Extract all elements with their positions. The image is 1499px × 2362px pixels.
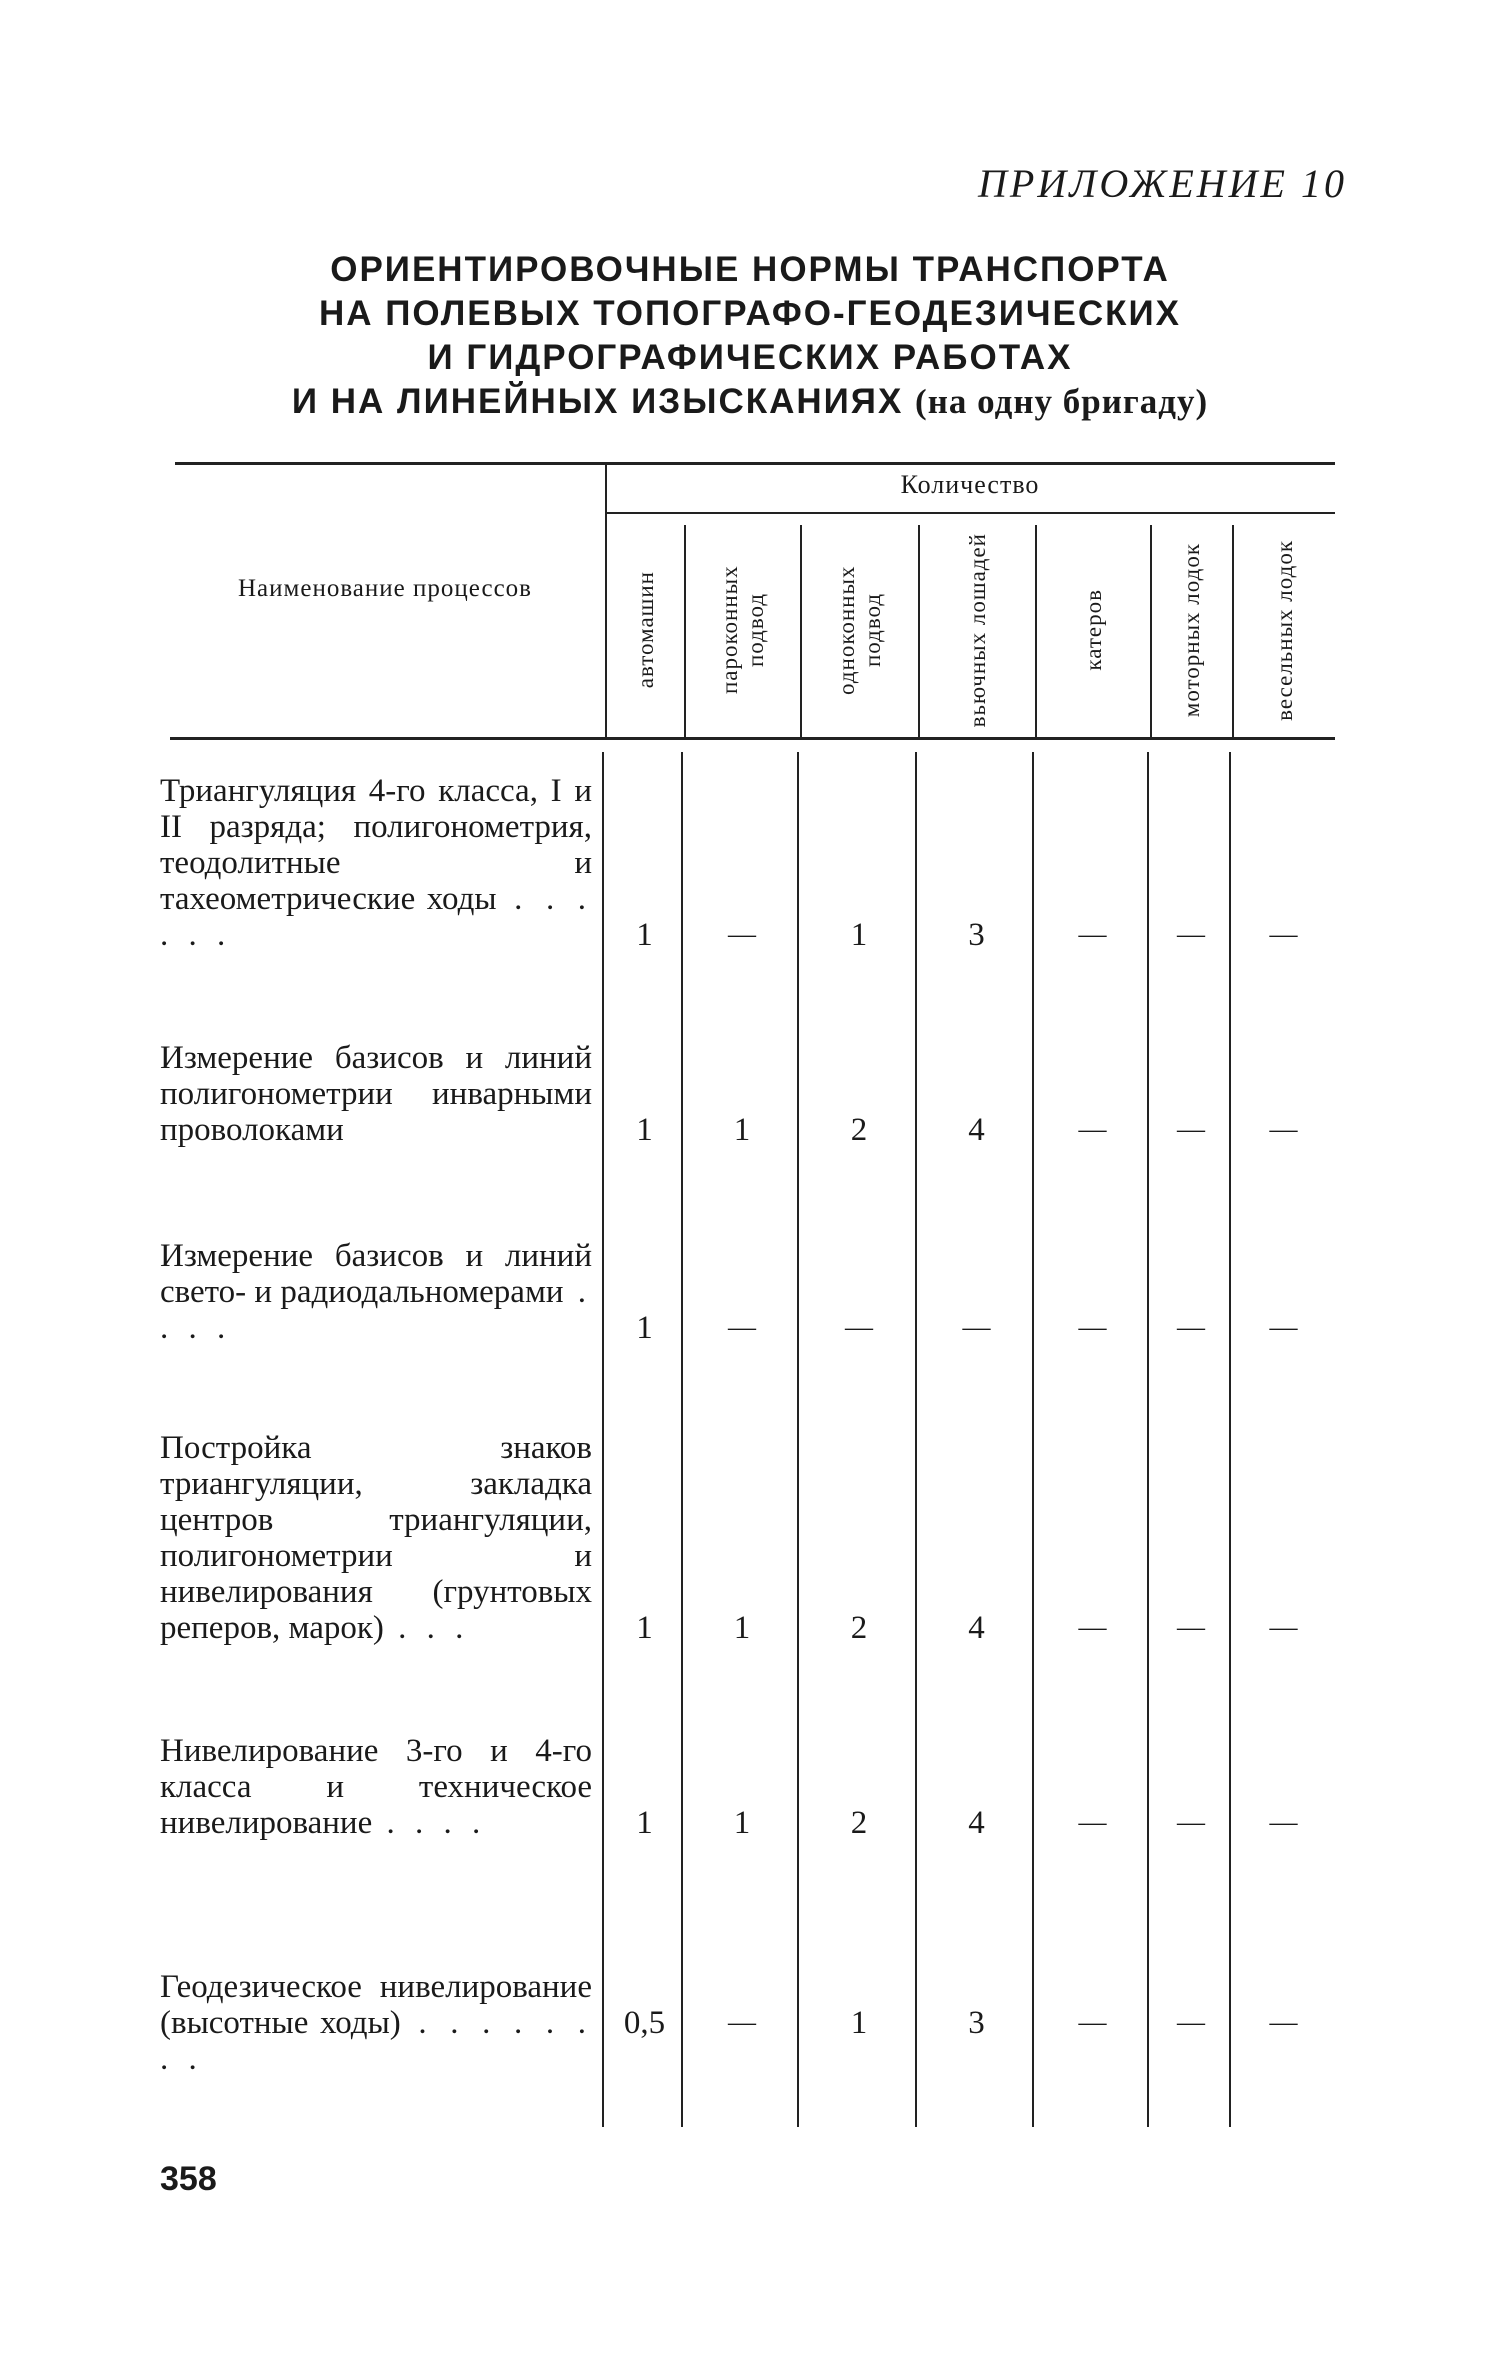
appendix-label: ПРИЛОЖЕНИЕ 10 xyxy=(978,161,1347,206)
table-cell: — xyxy=(962,1312,991,1343)
table-cell: 1 xyxy=(733,1112,751,1148)
column-divider xyxy=(797,752,799,2127)
table-cell: — xyxy=(1177,1114,1205,1145)
leader-dots: . . . . . . . . xyxy=(160,2005,592,2077)
table-cell: 2 xyxy=(850,1112,868,1148)
column-header xyxy=(802,525,918,735)
column-header-label: весельных лодок xyxy=(1271,539,1297,721)
table-cell: 1 xyxy=(636,1112,653,1148)
page-number: 358 xyxy=(160,2160,217,2198)
table-cell: — xyxy=(1269,2007,1298,2038)
column-header xyxy=(1152,525,1232,735)
table-cell: — xyxy=(845,1312,873,1343)
table-cell: 0,5 xyxy=(623,2005,666,2041)
table-cell: — xyxy=(1078,1114,1107,1145)
table-cell: — xyxy=(1078,919,1107,950)
process-name-text: Измерение базисов и линий свето- и радиодальномерами xyxy=(160,1238,592,1310)
table-cell: — xyxy=(1177,1807,1205,1838)
process-name xyxy=(160,773,592,953)
column-header xyxy=(607,525,684,735)
name-column-header: Наименование процессов xyxy=(238,575,532,602)
column-divider xyxy=(681,752,683,2127)
process-name-text: Нивелирование 3-го и 4-го класса и техническое нивелирование xyxy=(160,1733,592,1841)
column-header xyxy=(1037,525,1150,735)
table-cell: 3 xyxy=(968,917,985,953)
table-cell: — xyxy=(728,919,756,950)
column-header-label: моторных лодок xyxy=(1179,542,1204,718)
table-cell: — xyxy=(1078,1612,1107,1643)
table-cell: — xyxy=(1269,1807,1298,1838)
page-title xyxy=(150,248,1350,424)
column-divider xyxy=(1147,752,1149,2127)
table-cell: — xyxy=(1269,1114,1298,1145)
column-header-label: вьючных лошадей xyxy=(964,532,990,728)
process-name xyxy=(160,1238,592,1346)
column-header-label: автомашин xyxy=(632,571,658,689)
leader-dots: . . . xyxy=(383,1610,470,1646)
column-divider xyxy=(1032,752,1034,2127)
table-cell: — xyxy=(1078,1807,1107,1838)
table-cell: — xyxy=(1177,1612,1205,1643)
column-header xyxy=(920,525,1035,735)
column-header xyxy=(1234,525,1335,735)
table-cell: 1 xyxy=(636,917,653,953)
column-header-label: катеров xyxy=(1080,589,1106,671)
table-cell: 1 xyxy=(733,1610,751,1646)
process-name-text: Постройка знаков триангуляции, закладка центров триангуляции, полигонометрии и нивелирования (грунтовых реперов, марок) xyxy=(160,1430,592,1646)
table-cell: — xyxy=(1177,919,1205,950)
table-cell: 1 xyxy=(636,1805,653,1841)
process-name xyxy=(160,1969,592,2077)
table-top-rule xyxy=(175,462,1335,465)
table-cell: 4 xyxy=(968,1112,985,1148)
table-cell: — xyxy=(728,1312,756,1343)
table-cell: — xyxy=(1177,2007,1205,2038)
table-cell: 2 xyxy=(850,1610,868,1646)
leader-dots: . . . . xyxy=(160,1274,592,1346)
process-name-text: Геодезическое нивелирование (высотные ходы) xyxy=(160,1969,592,2041)
table-cell: — xyxy=(1078,2007,1107,2038)
process-name xyxy=(160,1430,592,1646)
table-cell: — xyxy=(1269,1312,1298,1343)
title-line: ОРИЕНТИРОВОЧНЫЕ НОРМЫ ТРАНСПОРТА xyxy=(330,250,1170,289)
table-cell: 3 xyxy=(968,2005,985,2041)
header-bottom-rule xyxy=(170,737,1335,740)
process-name-text: Измерение базисов и линий полигонометрии инварными проволоками xyxy=(160,1040,592,1148)
column-divider xyxy=(602,752,604,2127)
quantity-group-header: Количество xyxy=(900,470,1040,499)
title-line: НА ПОЛЕВЫХ ТОПОГРАФО-ГЕОДЕЗИЧЕСКИХ xyxy=(318,294,1182,333)
title-note: (на одну бригаду) xyxy=(915,382,1209,421)
leader-dots: . . . . . . xyxy=(160,881,592,953)
table-cell: 1 xyxy=(850,917,868,953)
table-cell: — xyxy=(1078,1312,1107,1343)
process-name-text: Триангуляция 4-го класса, I и II разряда; полигонометрия, теодолитные и тахеометрические ходы xyxy=(160,773,592,917)
column-divider xyxy=(915,752,917,2127)
table-cell: 1 xyxy=(636,1610,653,1646)
process-name xyxy=(160,1733,592,1841)
table-cell: 1 xyxy=(636,1310,653,1346)
table-cell: 4 xyxy=(968,1610,985,1646)
table-cell: — xyxy=(1177,1312,1205,1343)
table-cell: 1 xyxy=(850,2005,868,2041)
table-cell: — xyxy=(1269,919,1298,950)
table-cell: — xyxy=(728,2007,756,2038)
column-header-label: пароконных подвод xyxy=(717,565,768,695)
title-line-last xyxy=(150,380,1350,424)
table-cell: — xyxy=(1269,1612,1298,1643)
process-name xyxy=(160,1040,592,1148)
table-cell: 1 xyxy=(733,1805,751,1841)
table-cell: 4 xyxy=(968,1805,985,1841)
column-divider xyxy=(1229,752,1231,2127)
leader-dots: . . . . xyxy=(372,1805,487,1841)
table-cell: 2 xyxy=(850,1805,868,1841)
title-line: И ГИДРОГРАФИЧЕСКИХ РАБОТАХ xyxy=(427,338,1073,377)
title-line-text: И НА ЛИНЕЙНЫХ ИЗЫСКАНИЯХ xyxy=(291,382,904,421)
column-header-label: одноконных подвод xyxy=(834,565,885,695)
group-header-rule xyxy=(605,512,1335,514)
column-header xyxy=(686,525,800,735)
